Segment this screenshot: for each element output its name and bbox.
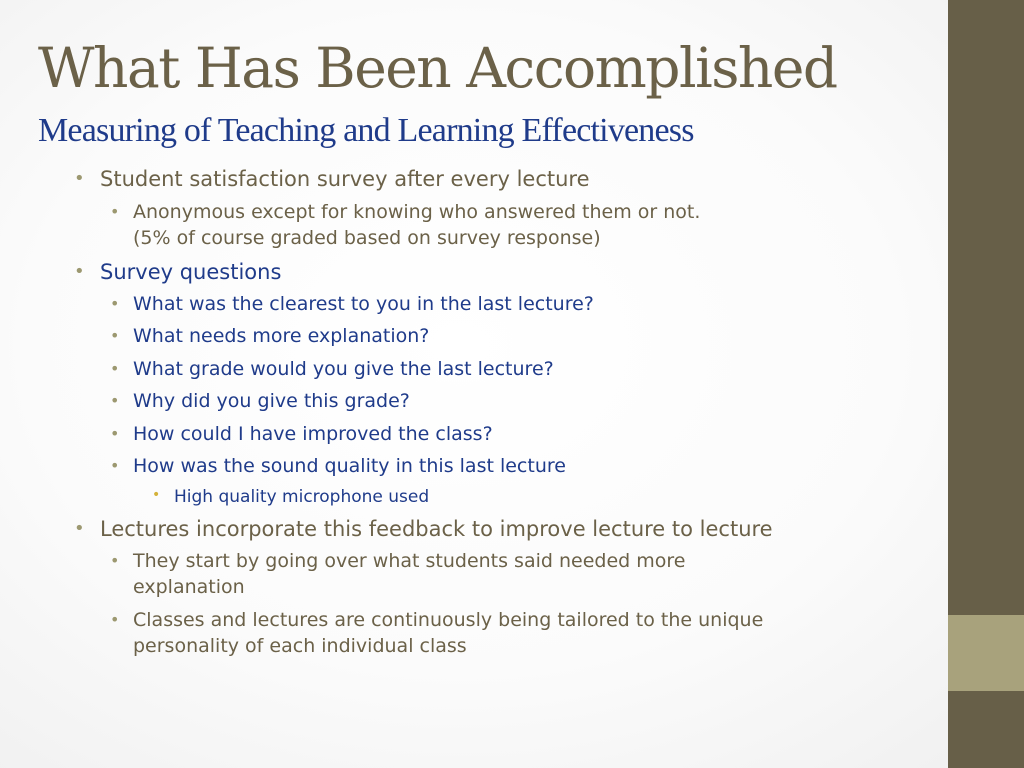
slide-title: What Has Been Accomplished <box>38 36 837 100</box>
bullet-item: What was the clearest to you in the last lecture? <box>133 293 594 315</box>
bullet-dot: • <box>110 456 120 475</box>
bullet-dot: • <box>110 610 120 629</box>
bullet-item: What grade would you give the last lecture? <box>133 358 554 380</box>
bullet-dot: • <box>110 424 120 443</box>
bullet-dot: • <box>74 518 85 539</box>
bullet-item: How was the sound quality in this last lecture <box>133 455 566 477</box>
bullet-item: Lectures incorporate this feedback to improve lecture to lecture <box>100 517 773 541</box>
bullet-item: Anonymous except for knowing who answered them or not. <box>133 201 701 223</box>
bullet-item: They start by going over what students said needed more <box>133 550 686 572</box>
bullet-item: What needs more explanation? <box>133 325 430 347</box>
bullet-dot: • <box>110 326 120 345</box>
bullet-item: Classes and lectures are continuously being tailored to the unique <box>133 609 764 631</box>
bullet-item-continuation: explanation <box>133 576 245 598</box>
bullet-dot: • <box>152 487 161 503</box>
bullet-dot: • <box>110 391 120 410</box>
bullet-dot: • <box>110 551 120 570</box>
bullet-dot: • <box>110 359 120 378</box>
bullet-dot: • <box>110 294 120 313</box>
sidebar-accent-block <box>948 615 1024 691</box>
bullet-item: Survey questions <box>100 260 282 284</box>
slide-subtitle: Measuring of Teaching and Learning Effectiveness <box>38 112 694 149</box>
bullet-item: High quality microphone used <box>174 487 430 507</box>
bullet-dot: • <box>74 168 85 189</box>
bullet-item-continuation: personality of each individual class <box>133 635 467 657</box>
bullet-dot: • <box>74 261 85 282</box>
bullet-item: Why did you give this grade? <box>133 390 410 412</box>
bullet-item: How could I have improved the class? <box>133 423 493 445</box>
bullet-item-continuation: (5% of course graded based on survey response) <box>133 227 601 249</box>
bullet-dot: • <box>110 202 120 221</box>
bullet-item: Student satisfaction survey after every lecture <box>100 167 590 191</box>
